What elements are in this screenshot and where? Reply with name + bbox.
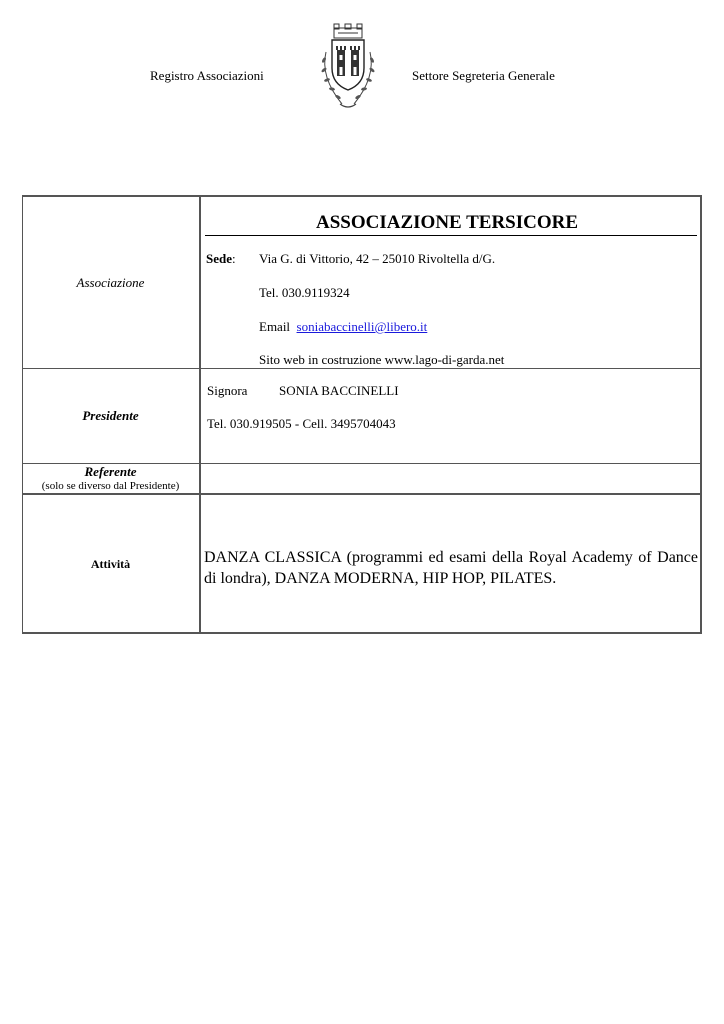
association-label: Associazione bbox=[76, 275, 145, 290]
referent-note: (solo se diverso dal Presidente) bbox=[41, 480, 180, 492]
president-label: Presidente bbox=[82, 408, 139, 423]
association-email-row bbox=[259, 319, 427, 335]
header-office-label: Settore Segreteria Generale bbox=[412, 68, 555, 83]
referent-label: Referente bbox=[84, 464, 137, 479]
association-address: Via G. di Vittorio, 42 – 25010 Rivoltella d/G. bbox=[259, 251, 496, 266]
association-name: ASSOCIAZIONE TERSICORE bbox=[316, 212, 579, 233]
title-underline bbox=[205, 235, 697, 236]
activity-description: DANZA CLASSICA (programmi ed esami della Royal Academy of Dance di londra), DANZA MODERNA, HIP HOP, PILATES. bbox=[204, 549, 698, 587]
municipal-crest-icon bbox=[312, 22, 384, 112]
association-phone: Tel. 030.9119324 bbox=[259, 285, 350, 300]
email-link[interactable]: soniabaccinelli@libero.it bbox=[296, 319, 428, 334]
association-website: Sito web in costruzione www.lago-di-garda.net bbox=[259, 352, 505, 367]
sede-label: Sede: bbox=[206, 251, 236, 266]
president-name: SONIA BACCINELLI bbox=[279, 383, 399, 398]
president-title: Signora bbox=[207, 383, 248, 398]
email-label: Email bbox=[259, 319, 291, 334]
header-registry-label: Registro Associazioni bbox=[150, 68, 264, 83]
activity-label: Attività bbox=[90, 557, 131, 571]
president-phones: Tel. 030.919505 - Cell. 3495704043 bbox=[207, 416, 396, 431]
